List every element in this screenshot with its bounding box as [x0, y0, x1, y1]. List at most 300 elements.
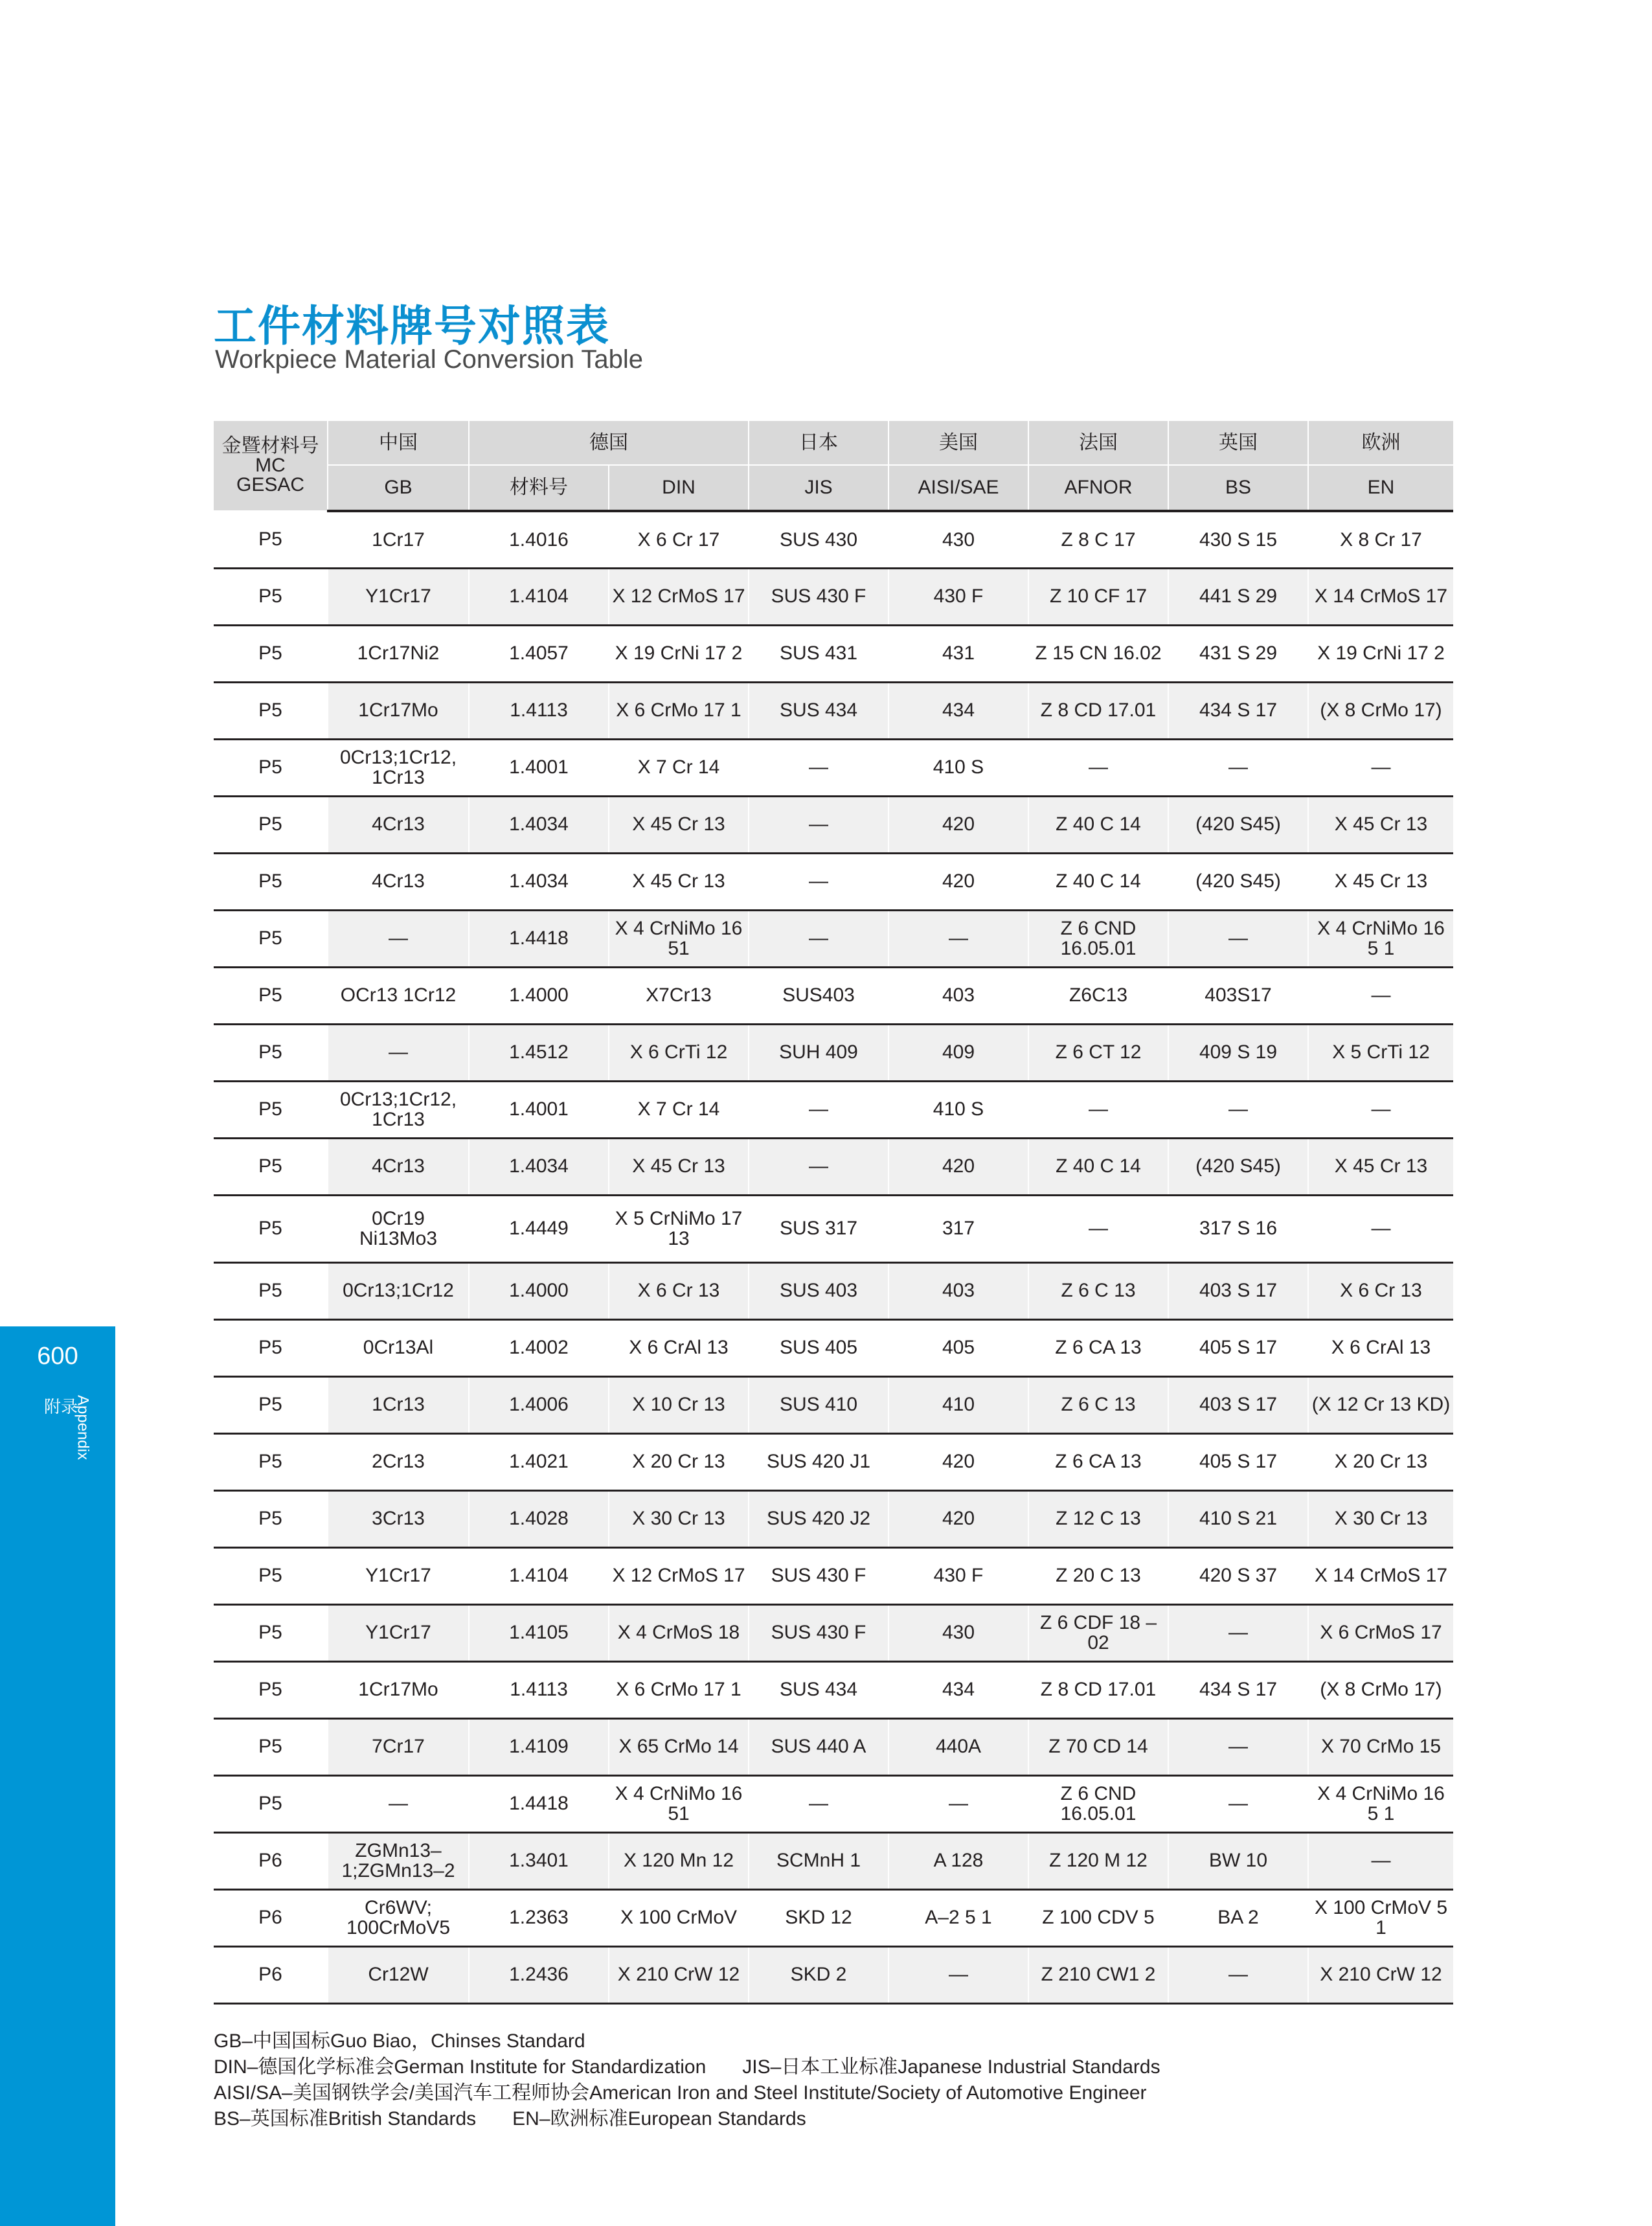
- table-row: [214, 1433, 1453, 1490]
- table-cell: X 6 CrAl 13: [1308, 1319, 1453, 1376]
- table-row: [214, 1604, 1453, 1661]
- table-cell: 1.4001: [469, 739, 609, 796]
- table-row: [214, 796, 1453, 853]
- table-cell: Z 8 CD 17.01: [1028, 682, 1168, 739]
- table-cell: 0Cr13;1Cr12: [328, 1262, 469, 1319]
- table-cell: 1.4016: [469, 511, 609, 568]
- column-header-row: [214, 465, 1453, 511]
- table-row: [214, 511, 1453, 568]
- table-cell: X 19 CrNi 17 2: [609, 625, 749, 682]
- table-cell: Z 12 C 13: [1028, 1490, 1168, 1547]
- table-cell: X 14 CrMoS 17: [1308, 568, 1453, 625]
- table-row: [214, 1661, 1453, 1718]
- table-cell: X 4 CrNiMo 16 51: [609, 910, 749, 967]
- table-cell: 430: [888, 511, 1028, 568]
- column-header-cell: DIN: [609, 465, 749, 511]
- table-cell: 420: [888, 1138, 1028, 1195]
- table-cell: 1.4034: [469, 1138, 609, 1195]
- column-header-cell: AFNOR: [1028, 465, 1168, 511]
- table-cell: Z 6 CA 13: [1028, 1319, 1168, 1376]
- table-cell: 0Cr13;1Cr12, 1Cr13: [328, 1081, 469, 1138]
- legend-aisi: AISI/SA–美国钢铁学会/美国汽车工程师协会American Iron and Steel Institute/Society of Automotive Engineer: [214, 2082, 1147, 2104]
- table-cell: 405: [888, 1319, 1028, 1376]
- table-cell: X 70 CrMo 15: [1308, 1718, 1453, 1775]
- table-cell: X 10 Cr 13: [609, 1376, 749, 1433]
- table-cell: X 4 CrMoS 18: [609, 1604, 749, 1661]
- table-cell: X 8 Cr 17: [1308, 511, 1453, 568]
- table-cell: 4Cr13: [328, 1138, 469, 1195]
- table-cell: 4Cr13: [328, 853, 469, 910]
- table-cell: X 65 CrMo 14: [609, 1718, 749, 1775]
- table-cell: 431 S 29: [1168, 625, 1308, 682]
- table-cell: —: [1168, 1081, 1308, 1138]
- table-cell: 1Cr17: [328, 511, 469, 568]
- sidebar-band: [0, 1326, 115, 2226]
- table-cell: X 210 CrW 12: [1308, 1946, 1453, 2003]
- table-cell: Z 20 C 13: [1028, 1547, 1168, 1604]
- page-title-en: Workpiece Material Conversion Table: [215, 345, 644, 374]
- table-row: [214, 1718, 1453, 1775]
- table-row: [214, 910, 1453, 967]
- table-cell: X 6 Cr 17: [609, 511, 749, 568]
- table-cell: X 120 Mn 12: [609, 1832, 749, 1889]
- table-cell: —: [1168, 910, 1308, 967]
- table-cell: SUS 434: [749, 1661, 888, 1718]
- table-cell: —: [888, 1775, 1028, 1832]
- conversion-table: [214, 421, 1453, 2005]
- table-cell: 403S17: [1168, 967, 1308, 1024]
- table-cell: Z 6 CT 12: [1028, 1024, 1168, 1081]
- table-cell: Z 8 CD 17.01: [1028, 1661, 1168, 1718]
- table-cell: P5: [214, 1604, 328, 1661]
- table-cell: X 4 CrNiMo 16 5 1: [1308, 910, 1453, 967]
- table-cell: P6: [214, 1946, 328, 2003]
- table-cell: P5: [214, 625, 328, 682]
- table-cell: 1.4113: [469, 1661, 609, 1718]
- table-cell: 1.4028: [469, 1490, 609, 1547]
- table-cell: 430 S 15: [1168, 511, 1308, 568]
- table-row: [214, 1889, 1453, 1946]
- table-row: [214, 1262, 1453, 1319]
- table-cell: 403: [888, 1262, 1028, 1319]
- table-cell: X 100 CrMoV: [609, 1889, 749, 1946]
- table-cell: 317: [888, 1195, 1028, 1262]
- column-header-cell: AISI/SAE: [888, 465, 1028, 511]
- table-cell: 1.4105: [469, 1604, 609, 1661]
- table-cell: 0Cr19 Ni13Mo3: [328, 1195, 469, 1262]
- table-header: [214, 421, 1453, 511]
- legend-gb: GB–中国国标Guo Biao，Chinses Standard: [214, 2030, 585, 2052]
- table-row: [214, 625, 1453, 682]
- table-cell: 430: [888, 1604, 1028, 1661]
- table-cell: 1.4006: [469, 1376, 609, 1433]
- table-cell: X 12 CrMoS 17: [609, 1547, 749, 1604]
- table-cell: SUS 430 F: [749, 1547, 888, 1604]
- table-body: [214, 511, 1453, 2003]
- table-cell: 0Cr13Al: [328, 1319, 469, 1376]
- table-row: [214, 1319, 1453, 1376]
- table-cell: 3Cr13: [328, 1490, 469, 1547]
- column-header-cell: 材料号: [469, 465, 609, 511]
- table-cell: X 6 CrMoS 17: [1308, 1604, 1453, 1661]
- table-cell: X 5 CrTi 12: [1308, 1024, 1453, 1081]
- table-cell: Z 10 CF 17: [1028, 568, 1168, 625]
- table-cell: —: [1028, 1195, 1168, 1262]
- table-row: [214, 1547, 1453, 1604]
- table-cell: Z 6 C 13: [1028, 1262, 1168, 1319]
- table-cell: (420 S45): [1168, 796, 1308, 853]
- table-cell: P5: [214, 1262, 328, 1319]
- table-row: [214, 1195, 1453, 1262]
- table-cell: Z 15 CN 16.02: [1028, 625, 1168, 682]
- table-row: [214, 1376, 1453, 1433]
- table-cell: —: [749, 853, 888, 910]
- column-header-cell: BS: [1168, 465, 1308, 511]
- table-cell: SUS 430: [749, 511, 888, 568]
- table-cell: 430 F: [888, 568, 1028, 625]
- table-cell: X 45 Cr 13: [1308, 853, 1453, 910]
- table-cell: X 5 CrNiMo 17 13: [609, 1195, 749, 1262]
- table-cell: P5: [214, 1661, 328, 1718]
- legend-line: [214, 2106, 1160, 2132]
- table-cell: 1.4000: [469, 967, 609, 1024]
- table-cell: —: [1168, 1946, 1308, 2003]
- table-cell: 7Cr17: [328, 1718, 469, 1775]
- table-cell: ZGMn13–1;ZGMn13–2: [328, 1832, 469, 1889]
- page-number: 600: [37, 1343, 78, 1370]
- table-cell: 410: [888, 1376, 1028, 1433]
- table-cell: Z 40 C 14: [1028, 853, 1168, 910]
- table-cell: SUS 420 J2: [749, 1490, 888, 1547]
- table-cell: —: [888, 910, 1028, 967]
- table-cell: —: [749, 910, 888, 967]
- table-row: [214, 853, 1453, 910]
- table-cell: 1.4418: [469, 1775, 609, 1832]
- table-cell: 1.4000: [469, 1262, 609, 1319]
- table-cell: X 45 Cr 13: [1308, 796, 1453, 853]
- table-cell: X 19 CrNi 17 2: [1308, 625, 1453, 682]
- table-cell: X 100 CrMoV 5 1: [1308, 1889, 1453, 1946]
- table-row: [214, 739, 1453, 796]
- section-label-zh: 附录: [44, 1397, 78, 1416]
- table-cell: 1.2363: [469, 1889, 609, 1946]
- table-cell: Z 40 C 14: [1028, 1138, 1168, 1195]
- table-cell: —: [1168, 1775, 1308, 1832]
- table-cell: (420 S45): [1168, 1138, 1308, 1195]
- table-cell: P5: [214, 1195, 328, 1262]
- table-cell: P5: [214, 568, 328, 625]
- table-cell: Z 6 C 13: [1028, 1376, 1168, 1433]
- column-header-cell: EN: [1308, 465, 1453, 511]
- table-cell: (420 S45): [1168, 853, 1308, 910]
- table-cell: X 20 Cr 13: [1308, 1433, 1453, 1490]
- legend: [214, 2028, 1160, 2132]
- table-cell: —: [1028, 1081, 1168, 1138]
- table-cell: SUS403: [749, 967, 888, 1024]
- table-cell: X 6 CrAl 13: [609, 1319, 749, 1376]
- group-header-cell: 英国: [1168, 421, 1308, 465]
- table-cell: SUS 431: [749, 625, 888, 682]
- table-row: [214, 1775, 1453, 1832]
- table-cell: SUH 409: [749, 1024, 888, 1081]
- table-cell: X 7 Cr 14: [609, 1081, 749, 1138]
- column-header-cell: JIS: [749, 465, 888, 511]
- legend-line: [214, 2054, 1160, 2080]
- table-cell: Z 6 CA 13: [1028, 1433, 1168, 1490]
- table-cell: Z 70 CD 14: [1028, 1718, 1168, 1775]
- table-cell: P5: [214, 967, 328, 1024]
- table-cell: 440A: [888, 1718, 1028, 1775]
- table-cell: 434: [888, 1661, 1028, 1718]
- table-cell: 1.3401: [469, 1832, 609, 1889]
- table-cell: X 30 Cr 13: [1308, 1490, 1453, 1547]
- table-cell: 1.4109: [469, 1718, 609, 1775]
- table-cell: X 6 CrMo 17 1: [609, 1661, 749, 1718]
- table-cell: 403 S 17: [1168, 1376, 1308, 1433]
- table-row: [214, 1946, 1453, 2003]
- table-cell: Z 6 CDF 18 – 02: [1028, 1604, 1168, 1661]
- table-cell: —: [1168, 739, 1308, 796]
- table-cell: Z 40 C 14: [1028, 796, 1168, 853]
- mc-gesac-header: [214, 421, 328, 511]
- table-cell: 1.4113: [469, 682, 609, 739]
- table-cell: P5: [214, 1138, 328, 1195]
- table-cell: 403: [888, 967, 1028, 1024]
- table-cell: A 128: [888, 1832, 1028, 1889]
- table-cell: 1.4104: [469, 1547, 609, 1604]
- mc-header-line: GESAC: [236, 474, 305, 495]
- table-cell: —: [749, 1138, 888, 1195]
- table-cell: —: [749, 1775, 888, 1832]
- table-cell: —: [1028, 739, 1168, 796]
- table-cell: 410 S: [888, 739, 1028, 796]
- table-cell: 434: [888, 682, 1028, 739]
- table-cell: —: [328, 1775, 469, 1832]
- table-cell: Z 6 CND 16.05.01: [1028, 910, 1168, 967]
- table-cell: 1.4001: [469, 1081, 609, 1138]
- table-cell: —: [328, 1024, 469, 1081]
- table-cell: X 6 CrMo 17 1: [609, 682, 749, 739]
- table-cell: 1.4418: [469, 910, 609, 967]
- table-cell: 434 S 17: [1168, 1661, 1308, 1718]
- table-cell: Z 6 CND 16.05.01: [1028, 1775, 1168, 1832]
- table-cell: P5: [214, 1433, 328, 1490]
- table-cell: 431: [888, 625, 1028, 682]
- table-cell: Cr12W: [328, 1946, 469, 2003]
- table-cell: 403 S 17: [1168, 1262, 1308, 1319]
- table-row: [214, 1024, 1453, 1081]
- table-cell: A–2 5 1: [888, 1889, 1028, 1946]
- table-cell: 1Cr13: [328, 1376, 469, 1433]
- table-cell: —: [1308, 1195, 1453, 1262]
- legend-jis: JIS–日本工业标准Japanese Industrial Standards: [742, 2056, 1160, 2078]
- mc-header-line: 金暨材料号: [221, 435, 319, 457]
- table-cell: SKD 2: [749, 1946, 888, 2003]
- table-cell: P5: [214, 511, 328, 568]
- table-cell: 405 S 17: [1168, 1319, 1308, 1376]
- table-cell: OCr13 1Cr12: [328, 967, 469, 1024]
- table-row: [214, 1081, 1453, 1138]
- table-cell: 420: [888, 1490, 1028, 1547]
- table-cell: Y1Cr17: [328, 568, 469, 625]
- table-cell: X 30 Cr 13: [609, 1490, 749, 1547]
- table-cell: —: [1308, 739, 1453, 796]
- page-title-zh: 工件材料牌号对照表: [214, 301, 610, 351]
- table-cell: P5: [214, 1490, 328, 1547]
- table-cell: P5: [214, 1775, 328, 1832]
- legend-en: EN–欧洲标准European Standards: [512, 2108, 806, 2129]
- table-cell: (X 8 CrMo 17): [1308, 682, 1453, 739]
- table-cell: 317 S 16: [1168, 1195, 1308, 1262]
- table-cell: X 45 Cr 13: [609, 796, 749, 853]
- table-cell: X 6 CrTi 12: [609, 1024, 749, 1081]
- table-row: [214, 1138, 1453, 1195]
- table-cell: 1Cr17Ni2: [328, 625, 469, 682]
- table-cell: 420: [888, 1433, 1028, 1490]
- table-cell: X 6 Cr 13: [609, 1262, 749, 1319]
- group-header-cell: 中国: [328, 421, 469, 465]
- table-cell: Z 210 CW1 2: [1028, 1946, 1168, 2003]
- table-cell: X 45 Cr 13: [1308, 1138, 1453, 1195]
- table-cell: P5: [214, 1547, 328, 1604]
- table-cell: P5: [214, 1319, 328, 1376]
- table-cell: 410 S: [888, 1081, 1028, 1138]
- table-cell: SUS 317: [749, 1195, 888, 1262]
- table-cell: P5: [214, 910, 328, 967]
- table-cell: SUS 410: [749, 1376, 888, 1433]
- table-cell: X 7 Cr 14: [609, 739, 749, 796]
- group-header-cell: 美国: [888, 421, 1028, 465]
- table-cell: 1.4104: [469, 568, 609, 625]
- table-cell: Y1Cr17: [328, 1604, 469, 1661]
- table-cell: 1.4512: [469, 1024, 609, 1081]
- table-cell: —: [749, 1081, 888, 1138]
- table-cell: —: [888, 1946, 1028, 2003]
- table-cell: Z6C13: [1028, 967, 1168, 1024]
- table-cell: BW 10: [1168, 1832, 1308, 1889]
- table-cell: 441 S 29: [1168, 568, 1308, 625]
- table-cell: P5: [214, 1718, 328, 1775]
- table-cell: —: [749, 739, 888, 796]
- table-cell: 434 S 17: [1168, 682, 1308, 739]
- table-cell: SUS 420 J1: [749, 1433, 888, 1490]
- table-cell: SCMnH 1: [749, 1832, 888, 1889]
- table-cell: X 45 Cr 13: [609, 853, 749, 910]
- table-cell: SUS 440 A: [749, 1718, 888, 1775]
- table-cell: P6: [214, 1832, 328, 1889]
- section-label-en: Appendix: [74, 1395, 92, 1460]
- table-cell: 1.4002: [469, 1319, 609, 1376]
- table-cell: SUS 434: [749, 682, 888, 739]
- table-cell: X 12 CrMoS 17: [609, 568, 749, 625]
- table-cell: —: [328, 910, 469, 967]
- table-cell: P5: [214, 739, 328, 796]
- table-cell: —: [1168, 1718, 1308, 1775]
- group-header-cell: 德国: [469, 421, 749, 465]
- table-cell: 409: [888, 1024, 1028, 1081]
- table-cell: X 45 Cr 13: [609, 1138, 749, 1195]
- table-cell: —: [1308, 1081, 1453, 1138]
- legend-bs: BS–英国标准British Standards: [214, 2108, 477, 2129]
- table-cell: (X 8 CrMo 17): [1308, 1661, 1453, 1718]
- table-cell: 420: [888, 853, 1028, 910]
- table-cell: SUS 430 F: [749, 1604, 888, 1661]
- table-cell: 420: [888, 796, 1028, 853]
- table-cell: 4Cr13: [328, 796, 469, 853]
- group-header-cell: 法国: [1028, 421, 1168, 465]
- table-row: [214, 1832, 1453, 1889]
- group-header-cell: 欧洲: [1308, 421, 1453, 465]
- table-cell: SUS 403: [749, 1262, 888, 1319]
- table-cell: P5: [214, 1024, 328, 1081]
- table-cell: Z 120 M 12: [1028, 1832, 1168, 1889]
- table-cell: 1.4449: [469, 1195, 609, 1262]
- table-cell: (X 12 Cr 13 KD): [1308, 1376, 1453, 1433]
- table-cell: P5: [214, 1081, 328, 1138]
- column-header-cell: GB: [328, 465, 469, 511]
- table-cell: 1Cr17Mo: [328, 682, 469, 739]
- table-cell: Z 8 C 17: [1028, 511, 1168, 568]
- table-cell: X 20 Cr 13: [609, 1433, 749, 1490]
- table-cell: 1Cr17Mo: [328, 1661, 469, 1718]
- table-cell: X 6 Cr 13: [1308, 1262, 1453, 1319]
- table-cell: 1.2436: [469, 1946, 609, 2003]
- table-cell: P5: [214, 796, 328, 853]
- table-cell: Cr6WV; 100CrMoV5: [328, 1889, 469, 1946]
- table-cell: P5: [214, 853, 328, 910]
- legend-line: [214, 2028, 1160, 2054]
- table-cell: SUS 430 F: [749, 568, 888, 625]
- table-cell: —: [1168, 1604, 1308, 1661]
- table-cell: 405 S 17: [1168, 1433, 1308, 1490]
- table-cell: SUS 405: [749, 1319, 888, 1376]
- table-cell: 1.4021: [469, 1433, 609, 1490]
- table-cell: 420 S 37: [1168, 1547, 1308, 1604]
- table-cell: Y1Cr17: [328, 1547, 469, 1604]
- table-cell: 1.4057: [469, 625, 609, 682]
- table-cell: —: [1308, 967, 1453, 1024]
- legend-line: [214, 2080, 1160, 2106]
- table-cell: 410 S 21: [1168, 1490, 1308, 1547]
- legend-din: DIN–德国化学标准会German Institute for Standardization: [214, 2056, 707, 2078]
- table-cell: X 4 CrNiMo 16 51: [609, 1775, 749, 1832]
- mc-header-line: MC: [255, 455, 286, 476]
- group-header-row: [214, 421, 1453, 465]
- table-cell: BA 2: [1168, 1889, 1308, 1946]
- table-cell: 1.4034: [469, 853, 609, 910]
- table-cell: SKD 12: [749, 1889, 888, 1946]
- table-cell: 0Cr13;1Cr12, 1Cr13: [328, 739, 469, 796]
- table-cell: P5: [214, 1376, 328, 1433]
- table-cell: —: [1308, 1832, 1453, 1889]
- table-cell: 409 S 19: [1168, 1024, 1308, 1081]
- table-cell: 1.4034: [469, 796, 609, 853]
- table-cell: X7Cr13: [609, 967, 749, 1024]
- table-cell: Z 100 CDV 5: [1028, 1889, 1168, 1946]
- group-header-cell: 日本: [749, 421, 888, 465]
- table-cell: X 14 CrMoS 17: [1308, 1547, 1453, 1604]
- table-cell: P5: [214, 682, 328, 739]
- table-row: [214, 967, 1453, 1024]
- table-cell: —: [749, 796, 888, 853]
- section-label: [44, 1395, 92, 1460]
- table-cell: 2Cr13: [328, 1433, 469, 1490]
- table-cell: 430 F: [888, 1547, 1028, 1604]
- table-cell: X 210 CrW 12: [609, 1946, 749, 2003]
- table-cell: X 4 CrNiMo 16 5 1: [1308, 1775, 1453, 1832]
- table-row: [214, 1490, 1453, 1547]
- table-row: [214, 568, 1453, 625]
